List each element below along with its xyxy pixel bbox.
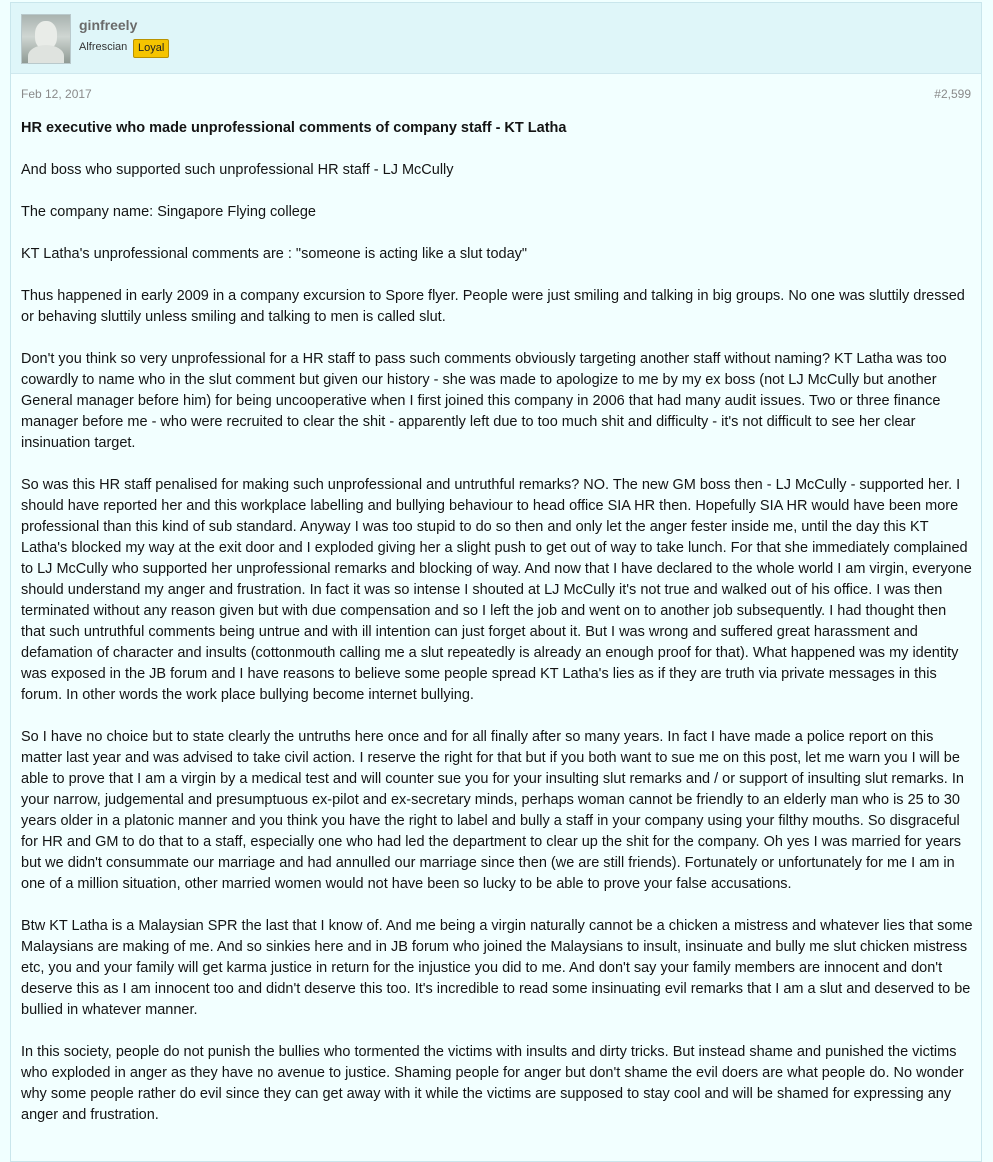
forum-post: [10, 2, 982, 1162]
post-paragraph: So was this HR staff penalised for making such unprofessional and untruthful remarks? NO. The new GM boss then - LJ McCully - supported her. I should have reported her and this workplace labelling and bullying behaviour to head office SIA HR then. Hopefully SIA HR would have been more professional than this kind of sub standard. Anyway I was too stupid to do so then and only let the anger fester inside me, until the day this KT Latha's blocked my way at the exit door and I exploded giving her a slight push to get out of way to take lunch. For that she immediately complained to LJ McCully who supported her unprofessional remarks and blocking of way. And now that I have declared to the whole world I am virgin, everyone should understand my anger and frustration. In fact it was so intense I shouted at LJ McCully it's not true and walked out of his office. I was then terminated without any reason given but with due compensation and so I left the job and went on to another job subsequently. I had thought then that such untruthful comments being untrue and with ill intention can just forget about it. But I was wrong and suffered great harassment and defamation of character and insults (cottonmouth calling me a slut repeatedly is already an enough proof for that). What happened was my identity was exposed in the JB forum and I have reasons to believe some people spread KT Latha's lies as if they are truth via private messages in this forum. In other words the work place bullying become internet bullying.: [21, 477, 972, 703]
post-paragraph: KT Latha's unprofessional comments are : "someone is acting like a slut today": [21, 246, 528, 262]
user-title: Alfrescian: [79, 41, 128, 53]
post-message-body: [21, 118, 973, 1147]
post-paragraph: Thus happened in early 2009 in a company excursion to Spore flyer. People were just smiling and talking in big groups. No one was sluttily dressed or behaving sluttily unless smiling and talking to men is called slut.: [21, 288, 965, 325]
post-paragraph: In this society, people do not punish the bullies who tormented the victims with insults and dirty tricks. But instead shame and punished the victims who exploded in anger as they have no avenue to justice. Shaming people for anger but don't shame the evil doers are what people do. No wonder why some people rather do evil since they can get away with it while the victims are supposed to stay cool and will be shamed for expressing any anger and frustration.: [21, 1044, 964, 1123]
username-link[interactable]: ginfreely: [79, 17, 138, 33]
avatar-body-shape: [28, 45, 64, 64]
post-author-header: [11, 3, 981, 74]
post-number[interactable]: #2,599: [934, 87, 971, 101]
post-heading: HR executive who made unprofessional comments of company staff - KT Latha: [21, 120, 567, 136]
post-paragraph: Btw KT Latha is a Malaysian SPR the last that I know of. And me being a virgin naturally cannot be a chicken a mistress and whatever lies that some Malaysians are making of me. And so sinkies here and in JB forum who joined the Malaysians to insult, insinuate and bully me slut chicken mistress etc, you and your family will get karma justice in return for the injustice you did to me. And don't say your family members are innocent and don't deserve this as I am innocent too and didn't deserve this too. It's incredible to read some insinuating evil remarks that I am a slut and deserved to be bullied in whatever manner.: [21, 918, 973, 1018]
post-paragraph: And boss who supported such unprofessional HR staff - LJ McCully: [21, 162, 454, 178]
post-paragraph: Don't you think so very unprofessional for a HR staff to pass such comments obviously targeting another staff without naming? KT Latha was too cowardly to name who in the slut comment but given our history - she was made to apologize to me by my ex boss (not LJ McCully but another General manager before him) for being uncooperative when I first joined this company in 2006 that had many audit issues. Two or three finance manager before me - who were recruited to clear the shit - apparently left due to too much shit and difficulty - it's not difficult to see her clear insinuation target.: [21, 351, 947, 451]
post-date[interactable]: Feb 12, 2017: [21, 87, 92, 101]
post-paragraph: The company name: Singapore Flying college: [21, 204, 316, 220]
loyal-badge: Loyal: [133, 39, 169, 58]
user-avatar[interactable]: [21, 14, 71, 64]
post-paragraph: So I have no choice but to state clearly the untruths here once and for all finally after so many years. In fact I have made a police report on this matter last year and was advised to take civil action. I reserve the right for that but if you both want to sue me on this post, let me warn you I will be able to prove that I am a virgin by a medical test and will counter sue you for your insulting slut remarks and / or support of insulting slut remarks. In your narrow, judgemental and presumptuous ex-pilot and ex-secretary minds, perhaps woman cannot be friendly to an elderly man who is 25 to 30 years older in a platonic manner and you think you have the right to label and bully a staff in your company using your filthy mouths. So disgraceful for HR and GM to do that to a staff, especially one who had led the department to clear up the shit for the company. Oh yes I was married for years but we didn't consummate our marriage and had annulled our marriage since then (we are still friends). Fortunately or unfortunately for me I am in one of a million situation, other married women would not have been so lucky to be able to prove your false accusations.: [21, 729, 964, 892]
